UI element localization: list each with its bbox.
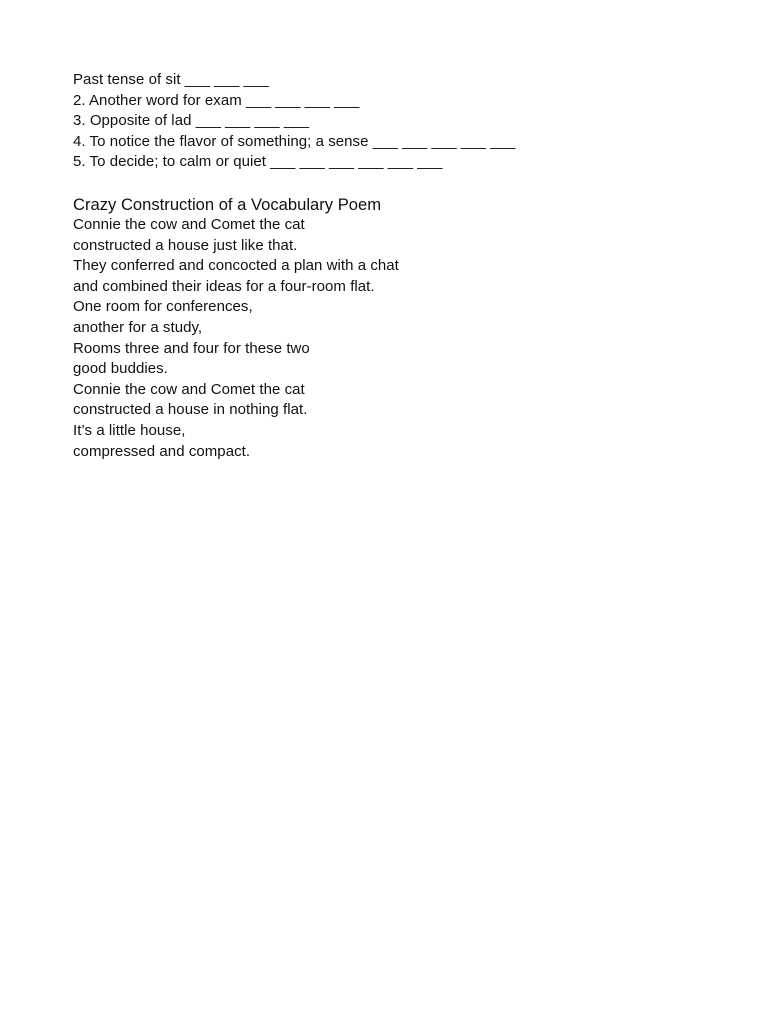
poem-body <box>73 215 399 462</box>
clue-item: 3. Opposite of lad ___ ___ ___ ___ <box>73 112 310 130</box>
poem-line: Connie the cow and Comet the cat <box>73 380 305 398</box>
poem-line: another for a study, <box>73 318 203 336</box>
poem-line: good buddies. <box>73 360 168 378</box>
poem-line: and combined their ideas for a four-room flat. <box>73 277 375 295</box>
poem-line: constructed a house in nothing flat. <box>73 401 308 419</box>
clue-item: 5. To decide; to calm or quiet ___ ___ ___ ___ ___ ___ <box>73 153 443 171</box>
clue-item: 4. To notice the flavor of something; a sense ___ ___ ___ ___ ___ <box>73 132 516 150</box>
poem-line: constructed a house just like that. <box>73 236 298 254</box>
clue-item: 2. Another word for exam ___ ___ ___ ___ <box>73 91 360 109</box>
poem-line: It’s a little house, <box>73 421 186 439</box>
poem-title: Crazy Construction of a Vocabulary Poem <box>73 195 382 214</box>
poem-line: Connie the cow and Comet the cat <box>73 216 305 233</box>
poem-line: compressed and compact. <box>73 442 251 460</box>
poem-line: One room for conferences, <box>73 298 253 316</box>
poem-section <box>73 194 399 462</box>
vocabulary-clue-list <box>73 70 515 173</box>
poem-line: They conferred and concocted a plan with a chat <box>73 257 399 275</box>
poem-line: Rooms three and four for these two <box>73 339 310 357</box>
clue-item: Past tense of sit ___ ___ ___ <box>73 71 269 88</box>
